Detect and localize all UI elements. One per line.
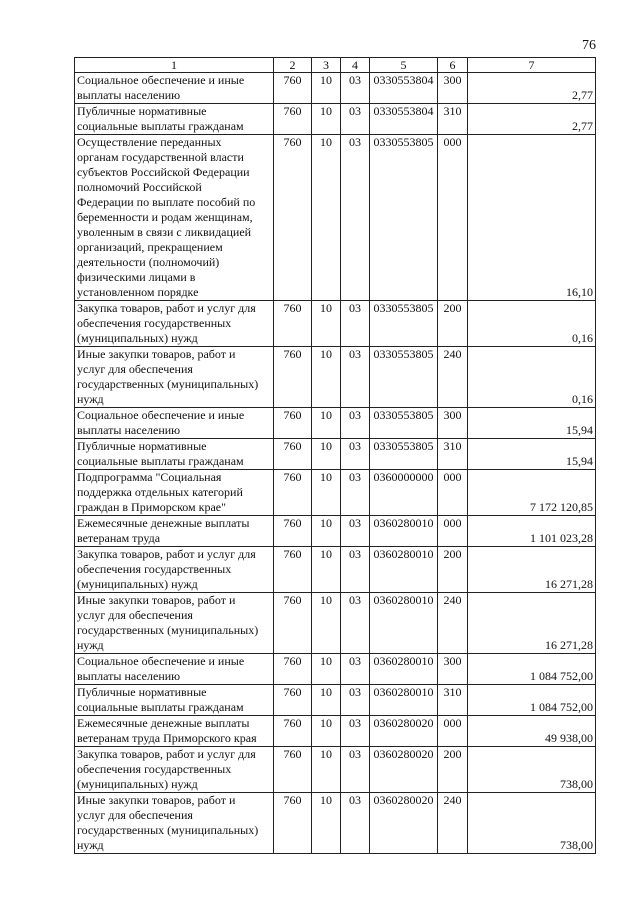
row-target-article-cell: 0330553805 bbox=[370, 347, 438, 408]
row-expense-type-cell: 240 bbox=[438, 347, 468, 408]
row-amount-cell: 0,16 bbox=[468, 347, 596, 408]
row-expense-type-cell: 310 bbox=[438, 685, 468, 716]
table-row bbox=[75, 104, 596, 135]
row-expense-type-cell: 000 bbox=[438, 716, 468, 747]
table-header-row bbox=[75, 58, 596, 73]
row-expense-type-cell: 200 bbox=[438, 301, 468, 347]
row-amount-cell: 49 938,00 bbox=[468, 716, 596, 747]
row-code-cell: 760 bbox=[274, 73, 312, 104]
row-name-cell: Публичные нормативные социальные выплаты гражданам bbox=[75, 104, 274, 135]
row-target-article-cell: 0330553805 bbox=[370, 439, 438, 470]
table-row bbox=[75, 685, 596, 716]
row-code-cell: 760 bbox=[274, 654, 312, 685]
row-amount-cell: 16 271,28 bbox=[468, 547, 596, 593]
column-header: 6 bbox=[438, 58, 468, 73]
row-target-article-cell: 0360280010 bbox=[370, 593, 438, 654]
column-header: 7 bbox=[468, 58, 596, 73]
row-target-article-cell: 0330553805 bbox=[370, 135, 438, 301]
row-name-cell: Ежемесячные денежные выплаты ветеранам труда bbox=[75, 516, 274, 547]
row-subsection-cell: 03 bbox=[341, 593, 370, 654]
row-amount-cell: 738,00 bbox=[468, 793, 596, 854]
row-amount-cell: 2,77 bbox=[468, 104, 596, 135]
row-name-cell: Осуществление переданных органам государственной власти субъектов Российской Федерации полномочий Российской Федерации по выплате пособий по беременности и родам женщинам, уволенным в связи с ликвидацией организаций, прекращением деятельности (полномочий) физическими лицами в установленном порядке bbox=[75, 135, 274, 301]
row-section-cell: 10 bbox=[312, 654, 341, 685]
column-header: 1 bbox=[75, 58, 274, 73]
row-target-article-cell: 0360280010 bbox=[370, 516, 438, 547]
row-expense-type-cell: 300 bbox=[438, 408, 468, 439]
row-code-cell: 760 bbox=[274, 439, 312, 470]
row-subsection-cell: 03 bbox=[341, 747, 370, 793]
row-amount-cell: 16,10 bbox=[468, 135, 596, 301]
row-expense-type-cell: 200 bbox=[438, 547, 468, 593]
row-name-cell: Закупка товаров, работ и услуг для обеспечения государственных (муниципальных) нужд bbox=[75, 747, 274, 793]
row-code-cell: 760 bbox=[274, 104, 312, 135]
row-subsection-cell: 03 bbox=[341, 793, 370, 854]
table-row bbox=[75, 716, 596, 747]
row-subsection-cell: 03 bbox=[341, 408, 370, 439]
row-amount-cell: 16 271,28 bbox=[468, 593, 596, 654]
row-section-cell: 10 bbox=[312, 516, 341, 547]
row-target-article-cell: 0360280010 bbox=[370, 654, 438, 685]
row-amount-cell: 7 172 120,85 bbox=[468, 470, 596, 516]
table-row bbox=[75, 439, 596, 470]
row-target-article-cell: 0360280010 bbox=[370, 547, 438, 593]
row-section-cell: 10 bbox=[312, 593, 341, 654]
row-amount-cell: 2,77 bbox=[468, 73, 596, 104]
column-header: 2 bbox=[274, 58, 312, 73]
row-code-cell: 760 bbox=[274, 593, 312, 654]
table-row bbox=[75, 593, 596, 654]
row-amount-cell: 1 084 752,00 bbox=[468, 685, 596, 716]
table-row bbox=[75, 654, 596, 685]
row-name-cell: Публичные нормативные социальные выплаты гражданам bbox=[75, 685, 274, 716]
row-subsection-cell: 03 bbox=[341, 547, 370, 593]
row-expense-type-cell: 200 bbox=[438, 747, 468, 793]
row-section-cell: 10 bbox=[312, 104, 341, 135]
row-amount-cell: 15,94 bbox=[468, 439, 596, 470]
row-section-cell: 10 bbox=[312, 347, 341, 408]
row-code-cell: 760 bbox=[274, 547, 312, 593]
page-number: 76 bbox=[582, 38, 596, 53]
table-row bbox=[75, 547, 596, 593]
row-target-article-cell: 0330553804 bbox=[370, 104, 438, 135]
column-header: 4 bbox=[341, 58, 370, 73]
row-section-cell: 10 bbox=[312, 470, 341, 516]
row-expense-type-cell: 310 bbox=[438, 104, 468, 135]
row-subsection-cell: 03 bbox=[341, 73, 370, 104]
row-name-cell: Иные закупки товаров, работ и услуг для обеспечения государственных (муниципальных) нужд bbox=[75, 593, 274, 654]
row-target-article-cell: 0360280010 bbox=[370, 685, 438, 716]
row-name-cell: Публичные нормативные социальные выплаты гражданам bbox=[75, 439, 274, 470]
row-subsection-cell: 03 bbox=[341, 104, 370, 135]
row-amount-cell: 15,94 bbox=[468, 408, 596, 439]
row-target-article-cell: 0330553805 bbox=[370, 408, 438, 439]
row-expense-type-cell: 240 bbox=[438, 793, 468, 854]
table-row bbox=[75, 73, 596, 104]
row-amount-cell: 1 084 752,00 bbox=[468, 654, 596, 685]
row-section-cell: 10 bbox=[312, 73, 341, 104]
row-subsection-cell: 03 bbox=[341, 716, 370, 747]
row-section-cell: 10 bbox=[312, 685, 341, 716]
table-row bbox=[75, 747, 596, 793]
table-row bbox=[75, 135, 596, 301]
row-subsection-cell: 03 bbox=[341, 470, 370, 516]
row-amount-cell: 738,00 bbox=[468, 747, 596, 793]
column-header: 3 bbox=[312, 58, 341, 73]
row-section-cell: 10 bbox=[312, 135, 341, 301]
row-section-cell: 10 bbox=[312, 547, 341, 593]
row-subsection-cell: 03 bbox=[341, 516, 370, 547]
row-target-article-cell: 0360000000 bbox=[370, 470, 438, 516]
row-section-cell: 10 bbox=[312, 301, 341, 347]
row-code-cell: 760 bbox=[274, 408, 312, 439]
row-amount-cell: 0,16 bbox=[468, 301, 596, 347]
row-code-cell: 760 bbox=[274, 135, 312, 301]
table-row bbox=[75, 347, 596, 408]
row-name-cell: Иные закупки товаров, работ и услуг для обеспечения государственных (муниципальных) нужд bbox=[75, 793, 274, 854]
table-row bbox=[75, 301, 596, 347]
row-subsection-cell: 03 bbox=[341, 301, 370, 347]
row-expense-type-cell: 310 bbox=[438, 439, 468, 470]
column-header: 5 bbox=[370, 58, 438, 73]
row-name-cell: Иные закупки товаров, работ и услуг для обеспечения государственных (муниципальных) нужд bbox=[75, 347, 274, 408]
row-expense-type-cell: 300 bbox=[438, 73, 468, 104]
row-subsection-cell: 03 bbox=[341, 685, 370, 716]
row-target-article-cell: 0330553804 bbox=[370, 73, 438, 104]
row-section-cell: 10 bbox=[312, 747, 341, 793]
row-target-article-cell: 0360280020 bbox=[370, 716, 438, 747]
row-code-cell: 760 bbox=[274, 516, 312, 547]
row-section-cell: 10 bbox=[312, 439, 341, 470]
row-section-cell: 10 bbox=[312, 793, 341, 854]
row-amount-cell: 1 101 023,28 bbox=[468, 516, 596, 547]
row-name-cell: Социальное обеспечение и иные выплаты населению bbox=[75, 73, 274, 104]
row-subsection-cell: 03 bbox=[341, 654, 370, 685]
row-code-cell: 760 bbox=[274, 747, 312, 793]
row-name-cell: Ежемесячные денежные выплаты ветеранам труда Приморского края bbox=[75, 716, 274, 747]
row-name-cell: Подпрограмма "Социальная поддержка отдельных категорий граждан в Приморском крае" bbox=[75, 470, 274, 516]
row-name-cell: Социальное обеспечение и иные выплаты населению bbox=[75, 654, 274, 685]
row-section-cell: 10 bbox=[312, 408, 341, 439]
row-code-cell: 760 bbox=[274, 470, 312, 516]
row-target-article-cell: 0330553805 bbox=[370, 301, 438, 347]
row-target-article-cell: 0360280020 bbox=[370, 747, 438, 793]
row-code-cell: 760 bbox=[274, 685, 312, 716]
row-subsection-cell: 03 bbox=[341, 439, 370, 470]
row-name-cell: Закупка товаров, работ и услуг для обеспечения государственных (муниципальных) нужд bbox=[75, 547, 274, 593]
row-target-article-cell: 0360280020 bbox=[370, 793, 438, 854]
row-section-cell: 10 bbox=[312, 716, 341, 747]
row-code-cell: 760 bbox=[274, 301, 312, 347]
table-row bbox=[75, 516, 596, 547]
table-row bbox=[75, 408, 596, 439]
row-expense-type-cell: 240 bbox=[438, 593, 468, 654]
row-expense-type-cell: 000 bbox=[438, 135, 468, 301]
row-expense-type-cell: 300 bbox=[438, 654, 468, 685]
table-row bbox=[75, 470, 596, 516]
row-code-cell: 760 bbox=[274, 793, 312, 854]
row-name-cell: Социальное обеспечение и иные выплаты населению bbox=[75, 408, 274, 439]
row-subsection-cell: 03 bbox=[341, 135, 370, 301]
row-code-cell: 760 bbox=[274, 716, 312, 747]
row-expense-type-cell: 000 bbox=[438, 470, 468, 516]
row-name-cell: Закупка товаров, работ и услуг для обеспечения государственных (муниципальных) нужд bbox=[75, 301, 274, 347]
budget-table bbox=[74, 57, 596, 854]
row-code-cell: 760 bbox=[274, 347, 312, 408]
row-expense-type-cell: 000 bbox=[438, 516, 468, 547]
table-row bbox=[75, 793, 596, 854]
row-subsection-cell: 03 bbox=[341, 347, 370, 408]
